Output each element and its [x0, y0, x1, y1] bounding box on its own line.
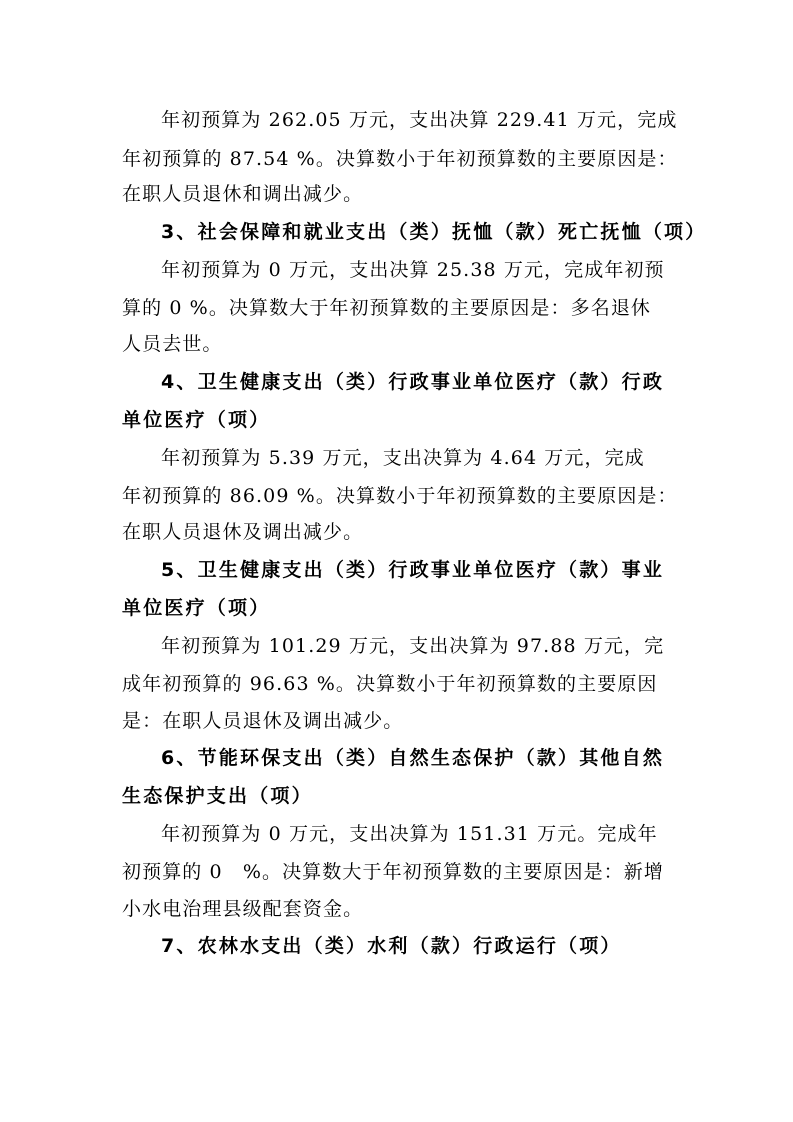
paragraph-line: 在职人员退休和调出减少。 — [122, 183, 364, 205]
paragraph-line: 年初预算为 0 万元，支出决算 25.38 万元，完成年初预 — [161, 259, 665, 281]
section-heading-7: 7、农林水支出（类）水利（款）行政运行（项） — [161, 935, 622, 957]
section-heading-3: 3、社会保障和就业支出（类）抚恤（款）死亡抚恤（项） — [161, 221, 707, 243]
paragraph-line: 年初预算为 5.39 万元，支出决算为 4.64 万元，完成 — [161, 447, 645, 469]
section-heading-4-cont: 单位医疗（项） — [122, 409, 271, 431]
section-heading-6: 6、节能环保支出（类）自然生态保护（款）其他自然 — [161, 747, 665, 769]
section-heading-5: 5、卫生健康支出（类）行政事业单位医疗（款）事业 — [161, 559, 665, 581]
paragraph-line: 年初预算为 0 万元，支出决算为 151.31 万元。完成年 — [161, 823, 658, 845]
paragraph-line: 年初预算为 262.05 万元，支出决算 229.41 万元，完成 — [161, 109, 678, 131]
section-heading-6-cont: 生态保护支出（项） — [122, 785, 313, 807]
paragraph-line: 年初预算的 86.09 %。决算数小于年初预算数的主要原因是： — [122, 485, 678, 507]
paragraph-line: 小水电治理县级配套资金。 — [122, 898, 364, 920]
paragraph-line: 初预算的 0 %。决算数大于年初预算数的主要原因是：新增 — [122, 861, 664, 883]
paragraph-line: 是：在职人员退休及调出减少。 — [122, 710, 404, 732]
paragraph-line: 人员去世。 — [122, 333, 223, 355]
paragraph-line: 算的 0 %。决算数大于年初预算数的主要原因是：多名退休 — [122, 297, 652, 319]
section-heading-4: 4、卫生健康支出（类）行政事业单位医疗（款）行政 — [161, 371, 665, 393]
paragraph-line: 年初预算为 101.29 万元，支出决算为 97.88 万元，完 — [161, 635, 665, 657]
paragraph-line: 成年初预算的 96.63 %。决算数小于年初预算数的主要原因 — [122, 673, 658, 695]
section-heading-5-cont: 单位医疗（项） — [122, 597, 271, 619]
paragraph-line: 在职人员退休及调出减少。 — [122, 521, 364, 543]
paragraph-line: 年初预算的 87.54 %。决算数小于年初预算数的主要原因是： — [122, 148, 678, 170]
